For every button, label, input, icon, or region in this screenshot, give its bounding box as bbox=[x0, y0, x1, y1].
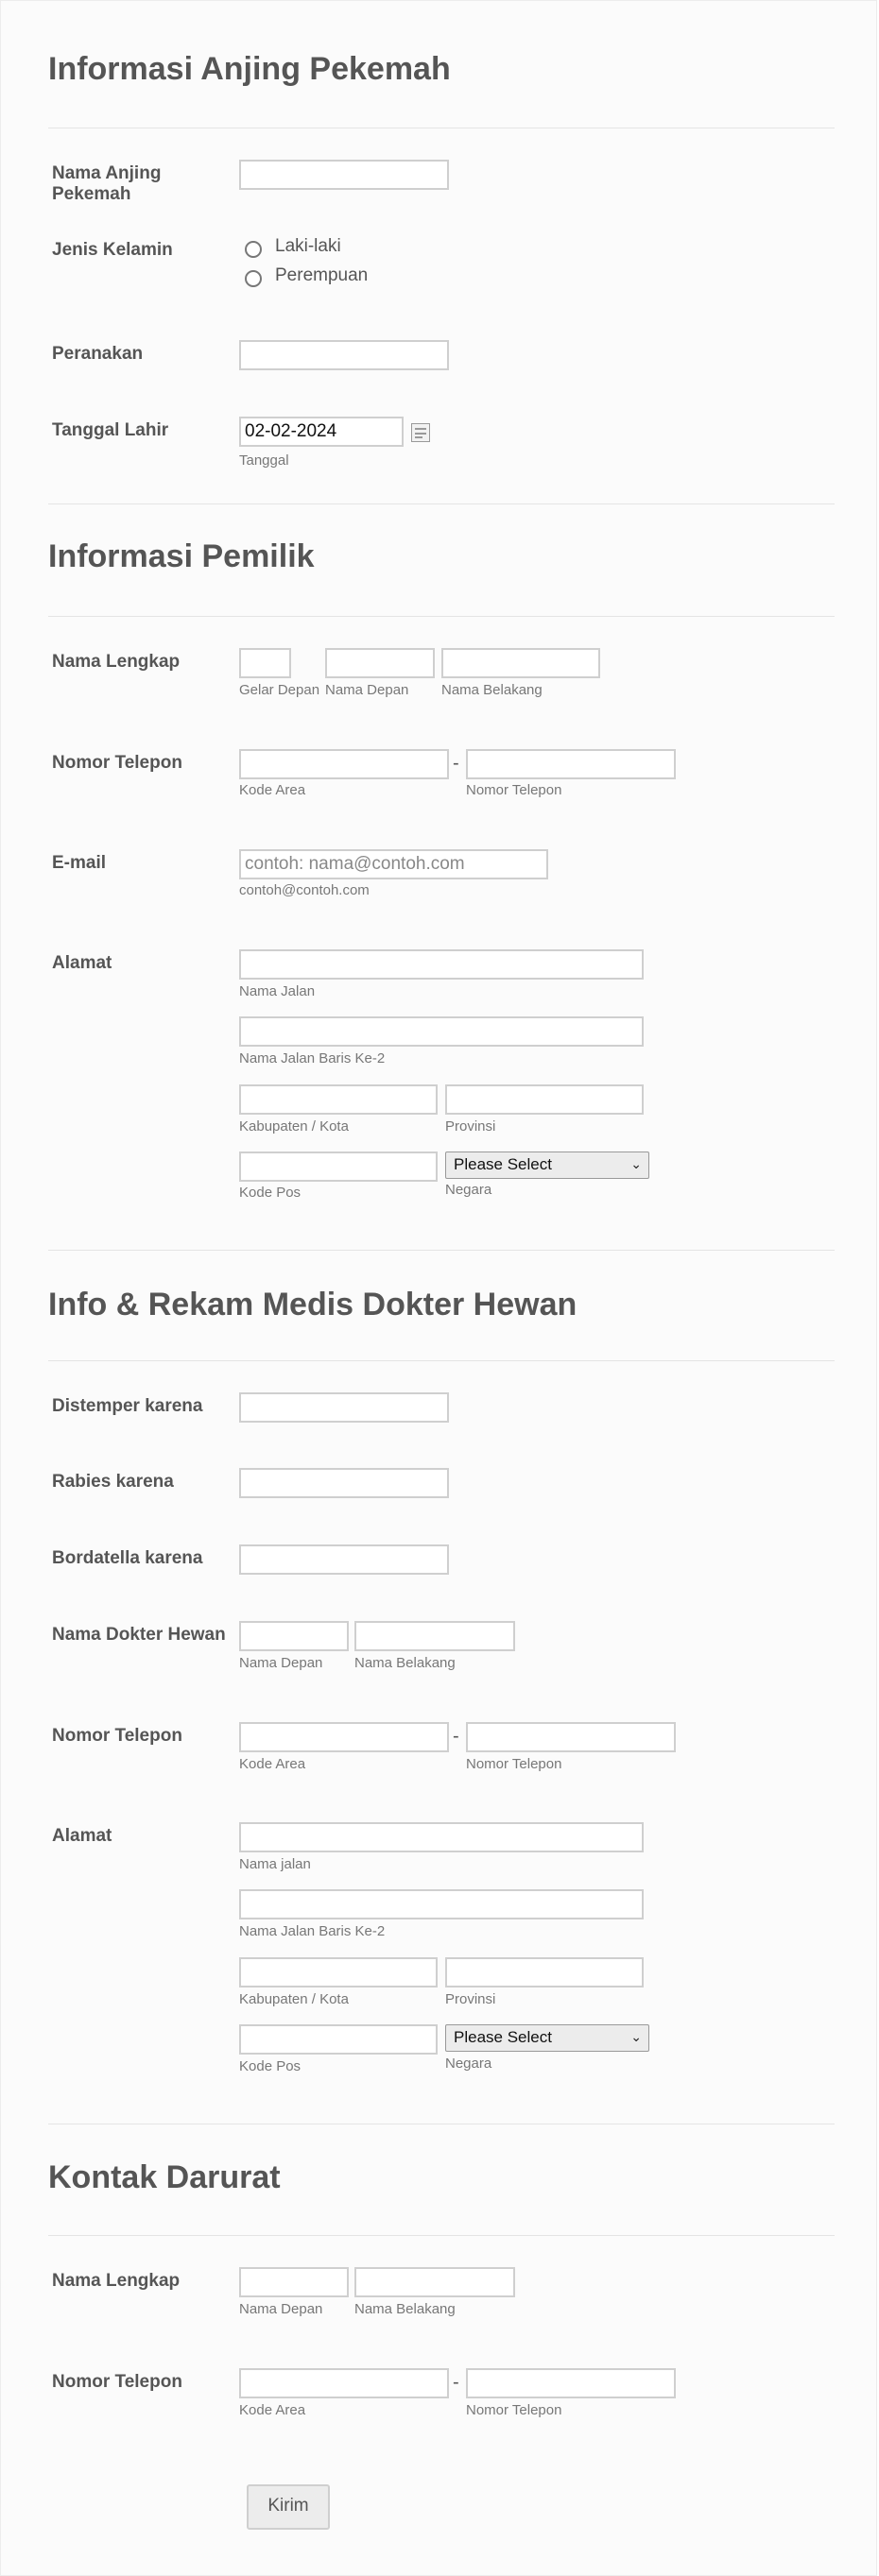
section-divider bbox=[48, 1360, 835, 1361]
gender-option-male-label: Laki-laki bbox=[275, 236, 341, 256]
email-placeholder: contoh: nama@contoh.com bbox=[245, 854, 465, 874]
owner-phone-label: Nomor Telepon bbox=[52, 753, 182, 773]
phone-separator: - bbox=[453, 2372, 459, 2393]
emergency-firstname-input[interactable] bbox=[239, 2267, 349, 2297]
chevron-down-icon: ⌄ bbox=[630, 1156, 642, 1171]
owner-lastname-input[interactable] bbox=[441, 648, 600, 678]
owner-province-input[interactable] bbox=[445, 1084, 644, 1115]
submit-button[interactable]: Kirim bbox=[247, 2484, 330, 2530]
gender-radio-female[interactable] bbox=[245, 270, 262, 287]
emergency-phone-number-input[interactable] bbox=[466, 2368, 676, 2398]
vet-firstname-input[interactable] bbox=[239, 1621, 349, 1651]
vet-province-sublabel: Provinsi bbox=[445, 1991, 496, 2007]
calendar-icon[interactable] bbox=[411, 423, 430, 442]
owner-area-code-input[interactable] bbox=[239, 749, 449, 779]
emergency-area-code-input[interactable] bbox=[239, 2368, 449, 2398]
vet-postal-input[interactable] bbox=[239, 2024, 438, 2055]
vet-phone-number-input[interactable] bbox=[466, 1722, 676, 1752]
phone-separator: - bbox=[453, 753, 459, 774]
vet-lastname-sublabel: Nama Belakang bbox=[354, 1655, 456, 1671]
gender-radio-male[interactable] bbox=[245, 241, 262, 258]
section-divider bbox=[48, 616, 835, 617]
owner-street-sublabel: Nama Jalan bbox=[239, 983, 316, 999]
section-divider bbox=[48, 1250, 835, 1251]
owner-title-input[interactable] bbox=[239, 648, 291, 678]
owner-country-select-value: Please Select bbox=[454, 1155, 552, 1173]
birthdate-label: Tanggal Lahir bbox=[52, 420, 169, 440]
owner-lastname-sublabel: Nama Belakang bbox=[441, 682, 543, 698]
section-title-dog-info: Informasi Anjing Pekemah bbox=[48, 51, 451, 87]
chevron-down-icon: ⌄ bbox=[630, 2029, 642, 2044]
vet-name-label: Nama Dokter Hewan bbox=[52, 1625, 226, 1645]
distemper-input[interactable] bbox=[239, 1392, 449, 1423]
vet-street2-sublabel: Nama Jalan Baris Ke-2 bbox=[239, 1923, 386, 1939]
bordatella-input[interactable] bbox=[239, 1544, 449, 1575]
emergency-phone-label: Nomor Telepon bbox=[52, 2372, 182, 2392]
owner-street2-input[interactable] bbox=[239, 1016, 644, 1047]
breed-input[interactable] bbox=[239, 340, 449, 370]
owner-city-input[interactable] bbox=[239, 1084, 438, 1115]
section-title-owner-info: Informasi Pemilik bbox=[48, 538, 315, 574]
owner-postal-sublabel: Kode Pos bbox=[239, 1185, 302, 1201]
emergency-firstname-sublabel: Nama Depan bbox=[239, 2301, 323, 2317]
vet-phone-number-sublabel: Nomor Telepon bbox=[466, 1756, 562, 1772]
dog-name-label: Nama Anjing Pekemah bbox=[52, 163, 162, 204]
owner-address-label: Alamat bbox=[52, 953, 112, 973]
phone-separator: - bbox=[453, 1726, 459, 1747]
birthdate-input[interactable]: 02-02-2024 bbox=[239, 417, 404, 447]
email-input[interactable] bbox=[239, 849, 548, 879]
section-divider bbox=[48, 2235, 835, 2236]
vet-lastname-input[interactable] bbox=[354, 1621, 515, 1651]
owner-phone-number-input[interactable] bbox=[466, 749, 676, 779]
owner-province-sublabel: Provinsi bbox=[445, 1118, 496, 1134]
owner-firstname-input[interactable] bbox=[325, 648, 435, 678]
emergency-lastname-input[interactable] bbox=[354, 2267, 515, 2297]
vet-city-input[interactable] bbox=[239, 1957, 438, 1987]
birthdate-sublabel: Tanggal bbox=[239, 452, 289, 469]
vet-province-input[interactable] bbox=[445, 1957, 644, 1987]
vet-street2-input[interactable] bbox=[239, 1889, 644, 1919]
owner-title-sublabel: Gelar Depan bbox=[239, 682, 320, 698]
owner-firstname-sublabel: Nama Depan bbox=[325, 682, 409, 698]
emergency-phone-number-sublabel: Nomor Telepon bbox=[466, 2402, 562, 2418]
owner-country-select[interactable] bbox=[445, 1152, 649, 1179]
vet-country-select[interactable] bbox=[445, 2024, 649, 2052]
owner-phone-number-sublabel: Nomor Telepon bbox=[466, 782, 562, 798]
rabies-label: Rabies karena bbox=[52, 1472, 174, 1492]
breed-label: Peranakan bbox=[52, 344, 144, 364]
section-divider bbox=[48, 503, 835, 504]
email-sublabel: contoh@contoh.com bbox=[239, 882, 370, 898]
vet-address-label: Alamat bbox=[52, 1826, 112, 1846]
emergency-fullname-label: Nama Lengkap bbox=[52, 2271, 181, 2291]
bordatella-label: Bordatella karena bbox=[52, 1548, 203, 1568]
gender-label: Jenis Kelamin bbox=[52, 240, 173, 260]
section-title-emergency: Kontak Darurat bbox=[48, 2159, 281, 2195]
gender-option-female-label: Perempuan bbox=[275, 265, 369, 285]
vet-postal-sublabel: Kode Pos bbox=[239, 2058, 302, 2074]
vet-street-sublabel: Nama jalan bbox=[239, 1856, 311, 1872]
vet-firstname-sublabel: Nama Depan bbox=[239, 1655, 323, 1671]
emergency-area-code-sublabel: Kode Area bbox=[239, 2402, 306, 2418]
section-title-vet-info: Info & Rekam Medis Dokter Hewan bbox=[48, 1287, 577, 1322]
vet-city-sublabel: Kabupaten / Kota bbox=[239, 1991, 349, 2007]
email-label: E-mail bbox=[52, 853, 107, 873]
owner-postal-input[interactable] bbox=[239, 1152, 438, 1182]
owner-street2-sublabel: Nama Jalan Baris Ke-2 bbox=[239, 1050, 386, 1066]
vet-phone-label: Nomor Telepon bbox=[52, 1726, 182, 1746]
rabies-input[interactable] bbox=[239, 1468, 449, 1498]
distemper-label: Distemper karena bbox=[52, 1396, 203, 1416]
owner-city-sublabel: Kabupaten / Kota bbox=[239, 1118, 349, 1134]
vet-street-input[interactable] bbox=[239, 1822, 644, 1852]
owner-street-input[interactable] bbox=[239, 949, 644, 980]
vet-country-select-value: Please Select bbox=[454, 2028, 552, 2046]
vet-area-code-sublabel: Kode Area bbox=[239, 1756, 306, 1772]
owner-area-code-sublabel: Kode Area bbox=[239, 782, 306, 798]
vet-area-code-input[interactable] bbox=[239, 1722, 449, 1752]
vet-country-sublabel: Negara bbox=[445, 2056, 492, 2072]
owner-country-sublabel: Negara bbox=[445, 1182, 492, 1198]
owner-fullname-label: Nama Lengkap bbox=[52, 652, 181, 672]
dog-name-input[interactable] bbox=[239, 160, 449, 190]
emergency-lastname-sublabel: Nama Belakang bbox=[354, 2301, 456, 2317]
